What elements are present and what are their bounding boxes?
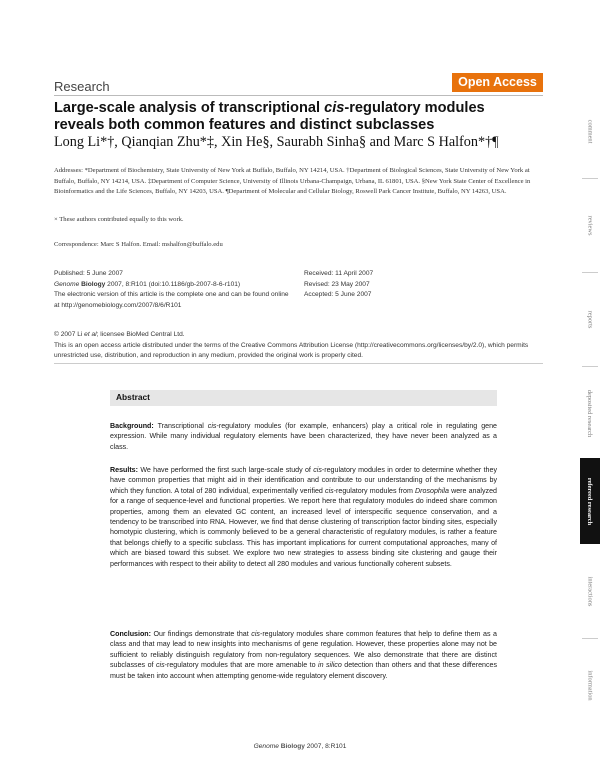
received-date: Received: 11 April 2007 xyxy=(304,270,374,277)
background-label: Background: xyxy=(110,422,154,430)
page-footer xyxy=(0,743,600,750)
abstract-italic: cis xyxy=(325,486,334,495)
sidebar-tab-label: refereed research xyxy=(586,477,594,525)
author-list: Long Li*†, Qianqian Zhu*‡, Xin He§, Saurabh Sinha§ and Marc S Halfon*†¶ xyxy=(54,134,499,150)
footer-citation: 2007, 8:R101 xyxy=(304,743,347,750)
divider xyxy=(54,363,543,364)
abstract-text: Transcriptional xyxy=(153,422,208,430)
abstract-text: detection than others and that these differences must be taken into account when attempting genome-wide regulatory element discovery. xyxy=(110,661,498,680)
abstract-text: -regulatory modules share common features that help to define them as a class and that may lead to new insights into mechanisms of gene regulation. However, these properties alone may not be sufficient to reliably distinguish regulatory from non-regulatory sequences. We also demonstrate that there are distinct subclasses of xyxy=(110,630,497,670)
title-text: Large-scale analysis of transcriptional xyxy=(54,100,325,116)
sidebar-tab-label: interactions xyxy=(586,576,594,606)
sidebar-divider xyxy=(582,366,598,367)
conclusion-label: Conclusion: xyxy=(110,630,151,638)
sidebar-tab-reports[interactable] xyxy=(580,276,600,362)
results-label: Results: xyxy=(110,466,138,474)
published-date: Published: 5 June 2007 xyxy=(54,270,123,277)
copyright-text: ; licensee BioMed Central Ltd. xyxy=(96,331,185,338)
abstract-text: -regulatory modules that are more amenable to xyxy=(164,661,319,670)
abstract-text: Our findings demonstrate that xyxy=(150,630,252,638)
electronic-version-note: The electronic version of this article is the complete one and can be found online at http://genomebiology.com/2007/8/6/R101 xyxy=(54,291,289,309)
open-access-badge: Open Access xyxy=(452,73,543,92)
abstract-italic: cis xyxy=(251,630,260,638)
citation xyxy=(54,280,289,291)
abstract-text: -regulatory modules (for example, enhancers) play a critical role in regulating gene expression. While many individual regulatory elements have been characterized, they have never been analyzed as a class. xyxy=(110,422,497,451)
correspondence: Correspondence: Marc S Halfon. Email: mshalfon@buffalo.edu xyxy=(54,241,223,248)
citation-journal-bold: Biology xyxy=(81,280,106,288)
abstract-background xyxy=(110,421,497,452)
header-rule xyxy=(54,95,543,96)
copyright-text: © 2007 Li xyxy=(54,331,85,338)
abstract-italic: cis xyxy=(313,466,322,474)
author-addresses: Addresses: *Department of Biochemistry, State University of New York at Buffalo, Buffalo, NY 14214, USA. †Department of Biological Sciences, State University of New York at Buffalo, Buffalo, NY 14214, USA. ‡Department of Computer Science, University of Illinois Urbana-Champaign, Urbana, IL 61801, USA. §New York State Center of Excellence in Bioinformatics and the Life Sciences, Buffalo, NY 14203, USA. ¶Department of Molecular and Cellular Biology, Roswell Park Cancer Institute, Buffalo, NY 14263, USA. xyxy=(54,167,531,195)
title-text: -regulatory modules xyxy=(344,100,485,116)
abstract-header-bar xyxy=(110,390,497,406)
sidebar-tab-label: reviews xyxy=(586,215,594,235)
sidebar-tab-interactions[interactable] xyxy=(580,548,600,634)
section-label: Research xyxy=(54,79,110,94)
article-title xyxy=(54,100,524,134)
section-sidebar xyxy=(580,88,600,728)
sidebar-divider xyxy=(582,638,598,639)
copyright-block xyxy=(54,330,544,362)
sidebar-tab-label: deposited research xyxy=(586,389,594,437)
sidebar-tab-comment[interactable] xyxy=(580,88,600,174)
sidebar-tab-label: comment xyxy=(586,119,594,143)
abstract-text: were analyzed for a range of sequence-level and functional properties. We report here that regulatory modules do indeed share common properties, among them an elevated GC content, an increased level of interspecific sequence conservation, and a tendency to be transcribed into RNA. However, we find that dense clustering of transcription factor binding sites, especially homotypic clustering, which is commonly believed to be a general characteristic of regulatory modules, is rather a feature that belongs chiefly to a specific subclass. This has important implications for current computational approaches, many of which are biased toward this subset. We explore two new strategies to assess binding site clustering and gauge their performances with respect to their ability to detect all 280 modules and various functionally coherent subsets. xyxy=(110,486,497,568)
accepted-date: Accepted: 5 June 2007 xyxy=(304,291,372,298)
citation-detail: 2007, 8:R101 (doi:10.1186/gb-2007-8-6-r101) xyxy=(105,280,241,288)
sidebar-tab-label: information xyxy=(586,669,594,701)
title-text: reveals both common features and distinct subclasses xyxy=(54,117,435,133)
abstract-text: -regulatory modules in order to determine whether they have common properties that might aid in their identification and contribute to our understanding of the mechanisms by which they function. A total of 280 individual, experimentally verified xyxy=(110,466,497,495)
abstract-heading: Abstract xyxy=(116,392,150,402)
publication-info xyxy=(54,269,289,311)
citation-journal: Genome xyxy=(54,280,80,288)
license-text: This is an open access article distributed under the terms of the Creative Commons Attribution License (http://creativecommons.org/licenses/by/2.0), which permits unrestricted use, distribution, and reproduction in any medium, provided the original work is properly cited. xyxy=(54,341,529,359)
copyright-line xyxy=(54,330,544,341)
abstract-italic: Drosophila xyxy=(415,486,449,495)
sidebar-tab-refereed-research[interactable] xyxy=(580,458,600,544)
abstract-italic: cis xyxy=(155,661,165,670)
abstract-text: -regulatory modules from xyxy=(333,486,416,495)
copyright-etal: et al xyxy=(84,331,97,338)
abstract-italic: in silico xyxy=(318,661,342,670)
history-info xyxy=(304,269,484,301)
contribution-note: × These authors contributed equally to this work. xyxy=(54,216,184,223)
sidebar-tab-label: reports xyxy=(586,310,594,328)
sidebar-divider xyxy=(582,272,598,273)
footer-journal: Genome xyxy=(253,743,279,750)
sidebar-tab-deposited-research[interactable] xyxy=(580,370,600,456)
abstract-conclusion xyxy=(110,629,497,681)
title-italic: cis xyxy=(324,100,345,116)
abstract-text: We have performed the first such large-scale study of xyxy=(138,466,314,474)
sidebar-divider xyxy=(582,178,598,179)
revised-date: Revised: 23 May 2007 xyxy=(304,280,370,288)
footer-journal-bold: Biology xyxy=(280,743,305,750)
sidebar-tab-information[interactable] xyxy=(580,642,600,728)
sidebar-tab-reviews[interactable] xyxy=(580,182,600,268)
abstract-italic: cis xyxy=(207,422,217,430)
abstract-results xyxy=(110,465,497,569)
